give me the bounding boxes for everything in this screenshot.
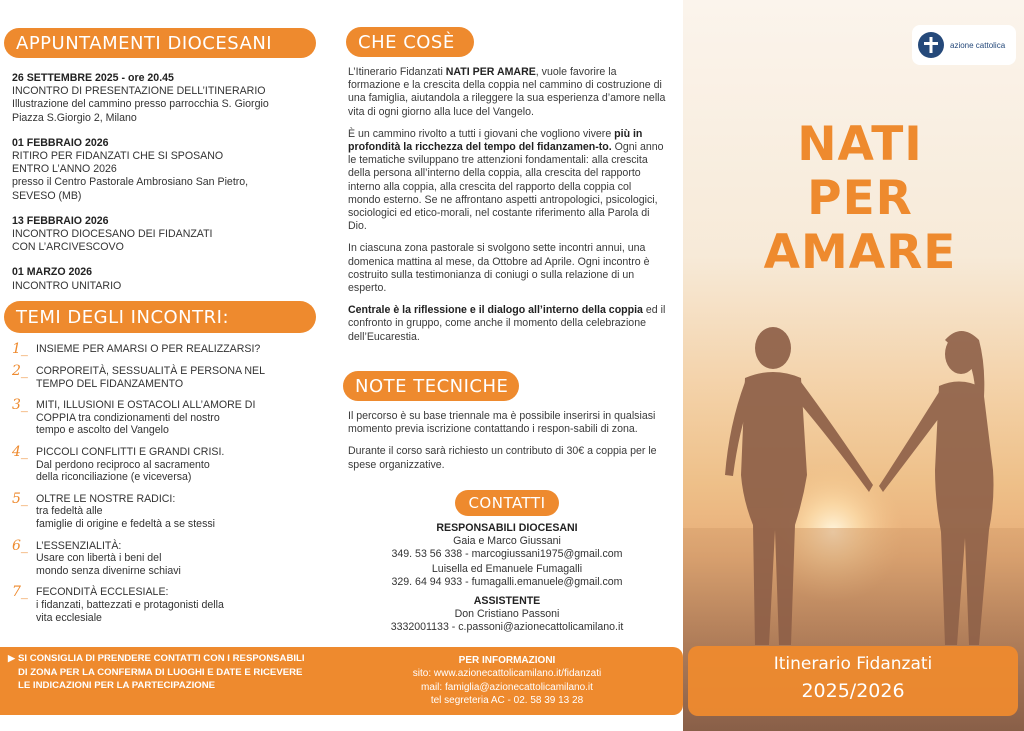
theme-text — [36, 493, 312, 531]
appointment-date: 13 FEBBRAIO 2026 — [12, 214, 109, 227]
theme-line: MITI, ILLUSIONI E OSTACOLI ALL’AMORE DI — [36, 399, 256, 412]
contact-couple-1-details[interactable]: 349. 53 56 338 - marcogiussani1975@gmail.com — [391, 548, 623, 560]
logo-badge — [912, 25, 1016, 65]
advice-note — [8, 652, 308, 693]
appointments-heading: APPUNTAMENTI DIOCESANI — [4, 28, 316, 58]
theme-text — [36, 343, 312, 356]
theme-item — [12, 365, 312, 390]
assistant-details[interactable]: 3332001133 - c.passoni@azionecattolicamilano.it — [390, 621, 624, 633]
contacts-heading: CONTATTI — [455, 490, 559, 516]
theme-text — [36, 446, 312, 484]
appointment-line: Illustrazione del cammino presso parrocchia S. Giorgio — [12, 98, 269, 111]
theme-text — [36, 399, 312, 437]
theme-text — [36, 540, 312, 578]
appointment-line: Piazza S.Giorgio 2, Milano — [12, 111, 137, 124]
technical-note-1: Il percorso è su base triennale ma è possibile inserirsi in qualsiasi momento previa iscrizione contattando i respon-sabili di zona. — [348, 410, 656, 436]
info-block — [346, 654, 668, 707]
appointment-date: 01 FEBBRAIO 2026 — [12, 136, 109, 149]
appointment-line: presso il Centro Pastorale Ambrosiano San Pietro, — [12, 176, 249, 189]
appointment-line: ENTRO L’ANNO 2026 — [12, 163, 117, 176]
appointment-item — [12, 137, 312, 203]
technical-notes-section — [348, 410, 666, 481]
cover-title-line-2: PER — [807, 171, 913, 226]
technical-notes-heading: NOTE TECNICHE — [343, 371, 519, 401]
theme-line: COPPIA tra condizionamenti del nostro — [36, 411, 220, 424]
theme-line: L’ESSENZIALITÀ: — [36, 539, 122, 552]
theme-item — [12, 443, 312, 484]
theme-line: mondo senza divenirne schiavi — [36, 564, 181, 577]
what-is-paragraph-1: L’Itinerario Fidanzati NATI PER AMARE, vuole favorire la formazione e la crescita della coppia nel cammino di costruzione di una famiglia, aiutandola a rileggere la sua esperienza d’amore nella vita di ogni giorno alla luce del Vangelo. — [348, 66, 666, 118]
theme-item — [12, 537, 312, 578]
appointment-item — [12, 266, 312, 292]
appointments-list — [12, 72, 312, 305]
theme-text — [36, 365, 312, 390]
what-is-heading: CHE COSÈ — [346, 27, 474, 57]
theme-line: OLTRE LE NOSTRE RADICI: — [36, 492, 176, 505]
diocesan-leaders-label: RESPONSABILI DIOCESANI — [436, 522, 578, 534]
theme-item — [12, 490, 312, 531]
info-mail-link[interactable]: mail: famiglia@azionecattolicamilano.it — [421, 681, 593, 693]
theme-line: TEMPO DEL FIDANZAMENTO — [36, 377, 184, 390]
theme-line: Dal perdono reciproco al sacramento — [36, 458, 210, 471]
theme-item — [12, 343, 312, 356]
appointment-date: 26 SETTEMBRE 2025 - ore 20.45 — [12, 72, 174, 84]
cover-title — [745, 118, 975, 280]
theme-line: della riconciliazione (e viceversa) — [36, 471, 192, 484]
logo-text: azione cattolica — [950, 40, 1006, 50]
theme-line: vita ecclesiale — [36, 611, 102, 624]
theme-line: tra fedeltà alle — [36, 505, 103, 518]
appointment-item — [12, 215, 312, 255]
contact-couple-1-name: Gaia e Marco Giussani — [453, 535, 561, 547]
contact-couple-2-details[interactable]: 329. 64 94 933 - fumagalli.emanuele@gmail.com — [391, 576, 623, 588]
theme-number: 3_ — [12, 397, 28, 414]
info-site-link[interactable]: sito: www.azionecattolicamilano.it/fidanzati — [412, 668, 602, 680]
theme-line: FECONDITÀ ECCLESIALE: — [36, 586, 169, 599]
cover-title-line-1: NATI — [797, 117, 923, 172]
theme-number: 1_ — [12, 341, 28, 357]
theme-text — [36, 586, 312, 624]
what-is-paragraph-2: È un cammino rivolto a tutti i giovani che vogliono vivere più in profondità la ricchezza del tempo del fidanzamen-to. Ogni anno le tematiche sviluppano tre attenzioni fondamentali: alla crescita della persona all’interno della coppia, alla crescita del rapporto interno alla coppia, alla crescita del rapporto della coppia col mondo esterno. Se ne affrontano aspetti antropologici, psicologici, sociologici ed etico-morali, nel costante riferimento alla Parola di Dio. — [348, 127, 664, 233]
appointment-date: 01 MARZO 2026 — [12, 266, 93, 279]
appointment-line: INCONTRO DI PRESENTAZIONE DELL’ITINERARIO — [12, 85, 266, 98]
appointment-line: CON L’ARCIVESCOVO — [12, 241, 124, 254]
theme-number: 4_ — [12, 443, 28, 460]
theme-item — [12, 399, 312, 437]
appointment-line: INCONTRO UNITARIO — [12, 279, 122, 292]
appointment-item — [12, 72, 312, 125]
azione-cattolica-logo-icon — [918, 32, 944, 58]
theme-line: INSIEME PER AMARSI O PER REALIZZARSI? — [36, 343, 261, 355]
cover-subtitle: Itinerario Fidanzati — [773, 654, 933, 674]
theme-line: famiglie di origine e fedeltà a se stessi — [36, 517, 216, 530]
triangle-arrow-icon: ▶ — [8, 653, 15, 663]
theme-line: CORPOREITÀ, SESSUALITÀ E PERSONA NEL — [36, 365, 266, 377]
themes-heading: TEMI DEGLI INCONTRI: — [4, 301, 316, 333]
contact-couple-2-name: Luisella ed Emanuele Fumagalli — [431, 563, 583, 575]
theme-item — [12, 586, 312, 624]
theme-number: 7_ — [12, 584, 28, 601]
cover-title-line-3: AMARE — [763, 225, 957, 280]
theme-number: 5_ — [12, 490, 28, 507]
theme-line: PICCOLI CONFLITTI E GRANDI CRISI. — [36, 445, 225, 458]
cross-icon — [918, 32, 944, 58]
themes-list — [12, 343, 312, 633]
theme-number: 6_ — [12, 537, 28, 554]
cover-year: 2025/2026 — [801, 680, 905, 702]
theme-line: tempo e ascolto del Vangelo — [36, 424, 169, 437]
info-label: PER INFORMAZIONI — [458, 655, 556, 666]
advice-text: SI CONSIGLIA DI PRENDERE CONTATTI CON I RESPONSABILI DI ZONA PER LA CONFERMA DI LUOGHI E DATE E RICEVERE LE INDICAZIONI PER LA PARTECIPAZIONE — [18, 653, 305, 692]
contacts-section — [346, 522, 668, 634]
theme-line: Usare con libertà i beni del — [36, 552, 162, 565]
technical-note-2: Durante il corso sarà richiesto un contributo di 30€ a coppia per le spese organizzative. — [348, 445, 657, 471]
what-is-paragraph-4: Centrale è la riflessione e il dialogo all’interno della coppia ed il confronto in gruppo, come anche il momento della celebrazione dell’Eucarestia. — [348, 304, 666, 343]
theme-number: 2_ — [12, 363, 28, 379]
appointment-line: SEVESO (MB) — [12, 189, 82, 202]
what-is-section — [348, 66, 666, 353]
info-phone: tel segreteria AC - 02. 58 39 13 28 — [430, 694, 584, 706]
what-is-paragraph-3: In ciascuna zona pastorale si svolgono sette incontri annui, una domenica mattina al mese, da Ottobre ad Aprile. Ogni incontro è costruito sulla testimonianza di coniugi o sulla relazione di un esperto. — [348, 242, 650, 295]
appointment-line: RITIRO PER FIDANZATI CHE SI SPOSANO — [12, 150, 224, 163]
assistant-name: Don Cristiano Passoni — [454, 608, 560, 620]
theme-line: i fidanzati, battezzati e protagonisti della — [36, 598, 224, 611]
assistant-label: ASSISTENTE — [473, 595, 541, 607]
appointment-line: INCONTRO DIOCESANO DEI FIDANZATI — [12, 228, 213, 241]
